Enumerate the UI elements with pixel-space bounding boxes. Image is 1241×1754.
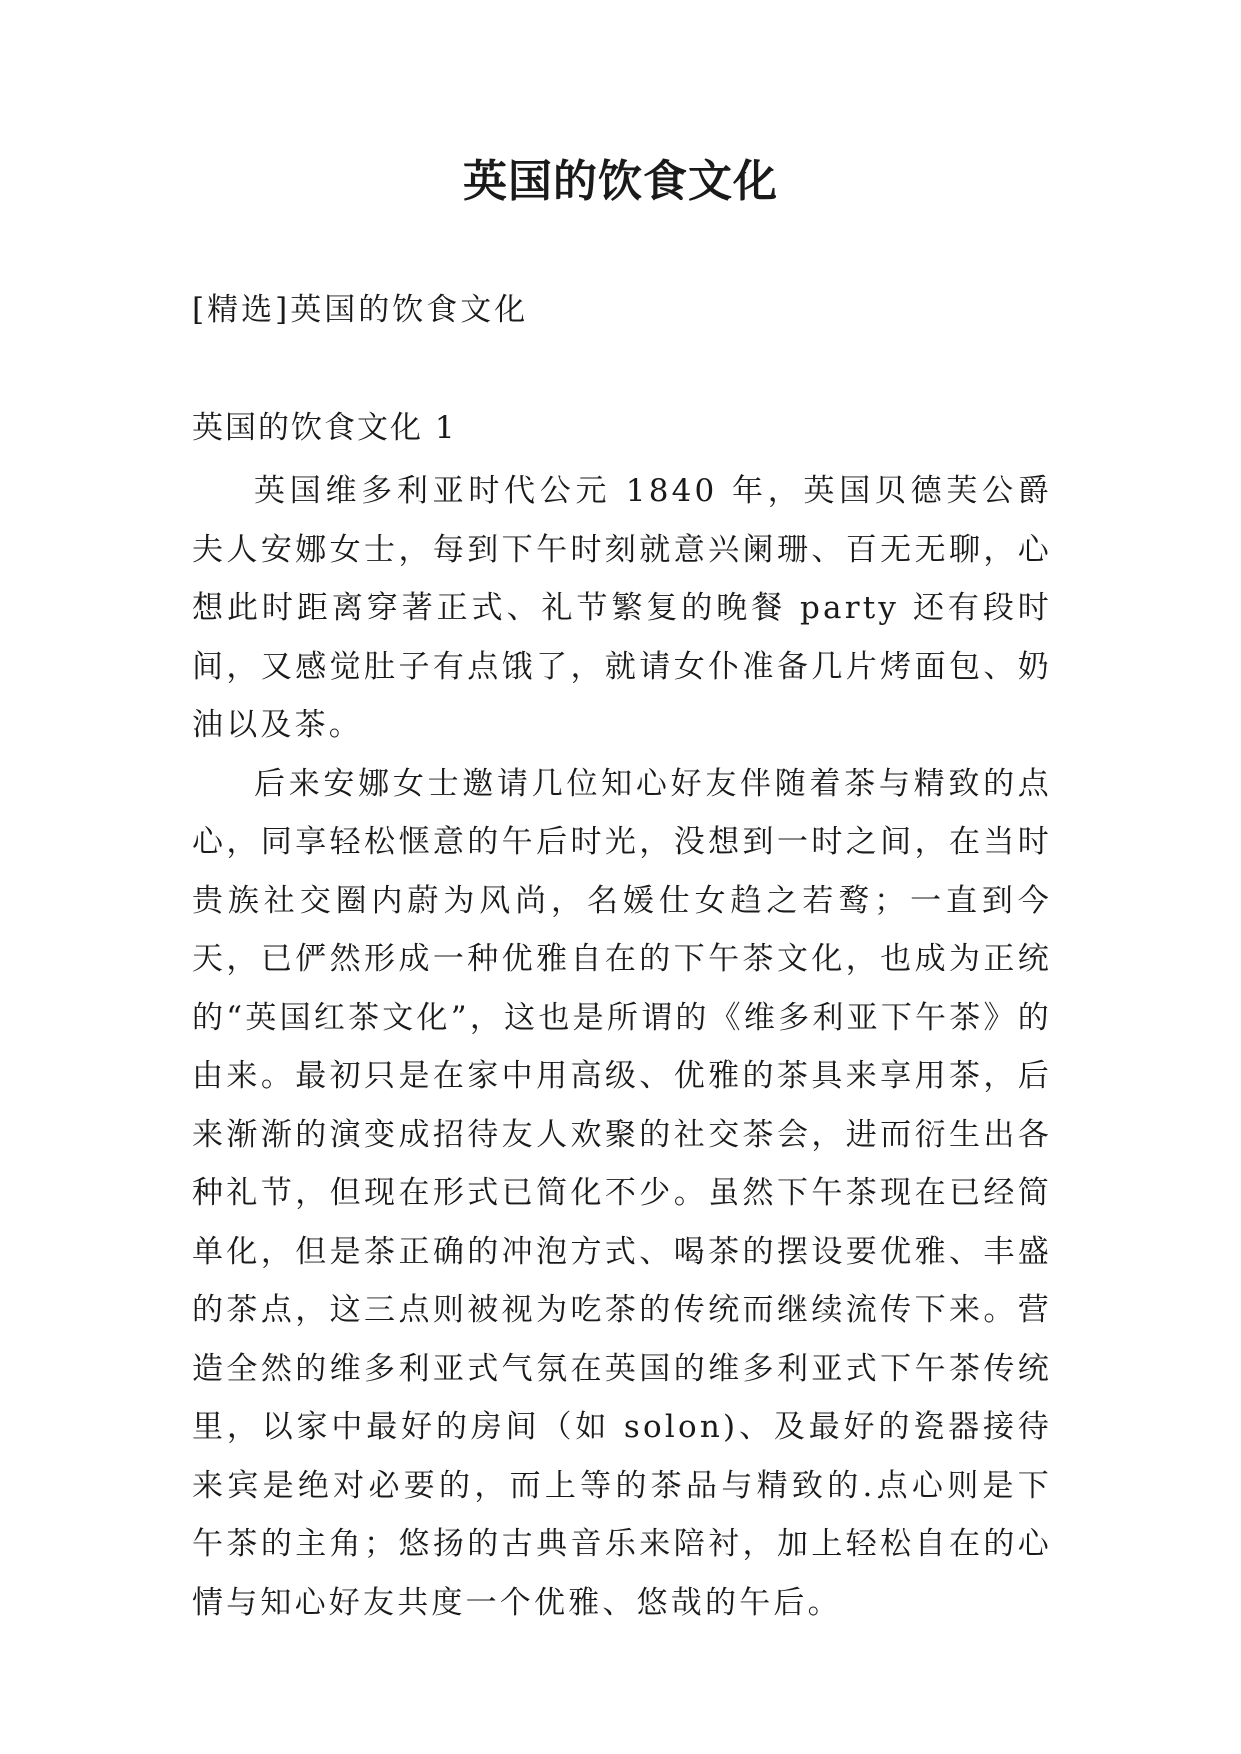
document-subtitle: [精选]英国的饮食文化 bbox=[192, 292, 529, 328]
paragraph-2: 后来安娜女士邀请几位知心好友伴随着茶与精致的点心，同享轻松惬意的午后时光，没想到一时之间，在当时贵族社交圈内蔚为风尚，名媛仕女趋之若鹜；一直到今天，已俨然形成一种优雅自在的下午茶文化，也成为正统的“英国红茶文化”，这也是所谓的《维多利亚下午茶》的由来。最初只是在家中用高级、优雅的茶具来享用茶，后来渐渐的演变成招待友人欢聚的社交茶会，进而衍生出各种礼节，但现在形式已简化不少。虽然下午茶现在已经简单化，但是茶正确的冲泡方式、喝茶的摆设要优雅、丰盛的茶点，这三点则被视为吃茶的传统而继续流传下来。营造全然的维多利亚式气氛在英国的维多利亚式下午茶传统里，以家中最好的房间（如 solon)、及最好的瓷器接待来宾是绝对必要的，而上等的茶品与精致的.点心则是下午茶的主角；悠扬的古典音乐来陪衬，加上轻松自在的心情与知心好友共度一个优雅、悠哉的午后。 bbox=[192, 765, 1052, 1621]
document-body bbox=[192, 462, 1052, 1632]
paragraph-1: 英国维多利亚时代公元 1840 年，英国贝德芙公爵夫人安娜女士，每到下午时刻就意兴阑珊、百无无聊，心想此时距离穿著正式、礼节繁复的晚餐 party 还有段时间，又感觉肚子有点饿了，就请女仆准备几片烤面包、奶油以及茶。 bbox=[192, 473, 1052, 743]
section-heading: 英国的饮食文化 1 bbox=[192, 410, 457, 446]
document-title: 英国的饮食文化 bbox=[463, 156, 778, 207]
